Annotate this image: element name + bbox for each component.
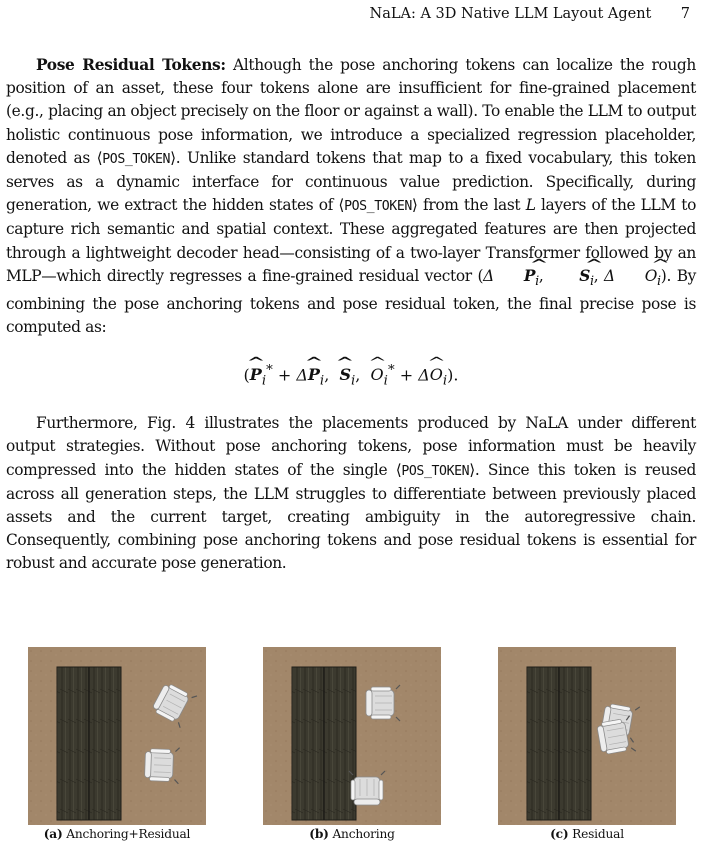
caption-tag: (a) <box>43 827 63 841</box>
para1-text-3: from the last <box>417 196 526 215</box>
main-text <box>6 54 696 576</box>
caption-b <box>263 827 441 841</box>
para1-text-1: Although the pose anchoring tokens can localize the rough position of an asset, these four tokens alone are insufficient for fine-grained placement (e.g., placing an object precisely on the floor or against a wall). To enable the LLM to output holistic continuous pose information, we introduce a specialized regression placeholder, denoted as <box>6 56 696 167</box>
pos-token-inline: POS_TOKEN <box>102 151 171 167</box>
paragraph-pose-residual: Pose Residual Tokens: Although the pose anchoring tokens can localize the rough position of an asset, these four tokens alone are insufficient for fine-grained placement (e.g., placing an object precisely on the floor or against a wall). To enable the LLM to output holistic continuous pose information, we introduce a specialized regression placeholder, denoted as ⟨POS_TOKEN⟩. Unlike standard tokens that map to a fixed vocabulary, this token serves as a dynamic interface for continuous value prediction. Specifically, during generation, we extract the hidden states of ⟨POS_TOKEN⟩ from the last L layers of the LLM to capture rich semantic and spatial context. These aggregated features are then projected through a lightweight decoder head—consisting of a two-layer Transformer followed by an MLP—which directly regresses a fine-grained residual vector (Δ^ $P_i$, ^ $S_i$, Δ^ $O_i$). By combining the pose anchoring tokens and pose residual token, the final precise pose is computed as: <box>6 54 696 340</box>
para1-text-4: layers of the LLM to capture rich semantic and spatial context. These aggregated features are then projected through a lightweight decoder head—consisting of a two-layer Transformer followed by an MLP—which directly regresses a fine-grained residual vector ( <box>6 196 696 285</box>
caption-c <box>498 827 676 841</box>
page-number: 7 <box>680 6 690 22</box>
caption-tag: (c) <box>550 827 569 841</box>
scene-render-a <box>28 647 206 825</box>
math-L: L <box>525 196 536 215</box>
running-header <box>0 6 690 26</box>
caption-tag: (b) <box>309 827 329 841</box>
panel-anchoring-residual <box>28 647 206 841</box>
scene-render-b <box>263 647 441 825</box>
caption-label: Residual <box>572 827 624 841</box>
para1-text-2: . Unlike standard tokens that map to a fixed vocabulary, this token serves as a dynamic interface for continuous value prediction. Specifically, during generation, we extract the hidden states of <box>6 148 696 215</box>
para2-text-2: . Since this token is reused across all generation steps, the LLM struggles to differentiate between previously placed assets and the current target, creating ambiguity in the autoregressive chain. Consequently, combining pose anchoring tokens and pose residual tokens is essential for robust and accurate pose generation. <box>6 460 696 573</box>
caption-label: Anchoring <box>332 827 395 841</box>
paragraph-lead: Pose Residual Tokens: <box>36 56 226 74</box>
header-title: NaLA: A 3D Native LLM Layout Agent <box>369 6 652 22</box>
para1-text-5: ). By combining the pose anchoring tokens and pose residual token, the final precise pose is computed as: <box>6 266 697 337</box>
pos-token-inline: POS_TOKEN <box>401 463 470 479</box>
panel-residual <box>498 647 676 841</box>
panel-anchoring <box>263 647 441 841</box>
figure-placements <box>0 647 704 853</box>
pos-token-inline: POS_TOKEN <box>344 199 412 215</box>
paragraph-output-strategies: Furthermore, Fig. 4 illustrates the placements produced by NaLA under different output strategies. Without pose anchoring tokens, pose information must be heavily compressed into the hidden states of the single ⟨POS_TOKEN⟩. Since this token is reused across all generation steps, the LLM struggles to differentiate between previously placed assets and the current target, creating ambiguity in the autoregressive chain. Consequently, combining pose anchoring tokens and pose residual tokens is essential for robust and accurate pose generation. <box>6 414 696 573</box>
scene-render-c <box>498 647 676 825</box>
caption-label: Anchoring+Residual <box>66 827 191 841</box>
para2-text-1: Furthermore, Fig. 4 illustrates the placements produced by NaLA under different output strategies. Without pose anchoring tokens, pose information must be heavily compressed into the hidden states of the single <box>6 414 696 479</box>
pose-equation: (^ $P_i^*$ + Δ^ $P_i$, ^ $S_i$, ^ $O_i^*$ + Δ^ $O_i$). <box>6 359 696 393</box>
residual-vector-math: Δ^ $P_i$, ^ $S_i$, Δ^ $O_i$ <box>483 267 661 285</box>
caption-a <box>28 827 206 841</box>
